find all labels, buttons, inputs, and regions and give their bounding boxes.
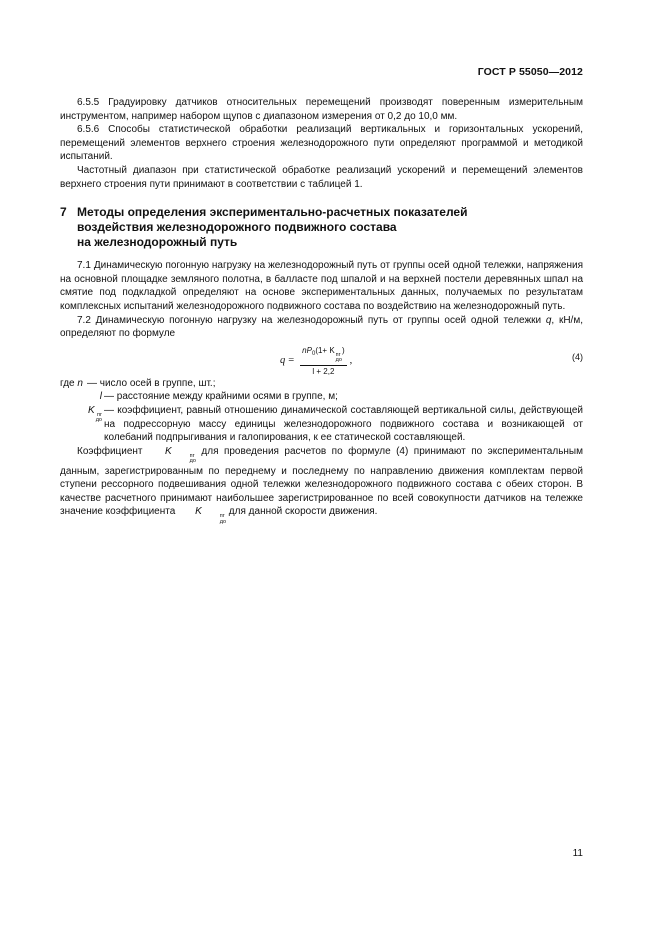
definition-n: где n — число осей в группе, шт.;	[60, 377, 216, 389]
paragraph-6-5-6: 6.5.6 Способы статистической обработки реализаций вертикальных и горизонтальных ускорений, перемещений элементов верхнего строения железнодорожного пути определяют программой и методикой испытаний.	[60, 124, 583, 163]
symbol-k-inline-2: K пг до	[195, 506, 227, 525]
paragraph-coefficient: Коэффициент K пг до для проведения расчетов по формуле (4) принимают по экспериментальным данным, зарегистрированным по переднему и последнему по направлению движения комплектам первой ступени рессорного подвешивания одной тележки железнодорожного подвижного состава с обеих сторон. В качестве расчетного принимают наибольшее зарегистрированное по всей совокупности датчиков на тележке значение коэффициента K пг до для данной скорости движения.	[60, 445, 583, 525]
section-title-line-2: воздействия железнодорожного подвижного состава	[77, 220, 397, 235]
section-number: 7	[60, 205, 67, 220]
formula-equals: =	[288, 354, 295, 366]
section-title-line-1: Методы определения экспериментально-расчетных показателей	[77, 205, 468, 220]
symbol-n: n	[77, 377, 83, 389]
formula-fraction	[300, 345, 346, 377]
paragraph-frequency-range: Частотный диапазон при статистической обработке реализаций ускорений и перемещений элементов верхнего строения пути принимают в соответствии с таблицей 1.	[60, 164, 583, 190]
definition-k: K пг до — коэффициент, равный отношению динамической составляющей вертикальной силы, действующей на подрессорную массу единицы железнодорожного подвижного состава и возникающей от колебаний подпрыгивания и галопирования, к ее статической составляющей.	[88, 404, 583, 444]
formula-4	[60, 345, 583, 376]
definition-l: l — расстояние между крайними осями в группе, м;	[99, 391, 338, 403]
page-number: 11	[572, 848, 583, 859]
symbol-l: l	[99, 391, 102, 403]
formula-number: (4)	[572, 351, 583, 362]
section-7-heading	[60, 205, 583, 250]
symbol-k-inline: K пг до	[164, 445, 196, 465]
formula-denominator: l + 2,2	[312, 366, 335, 376]
standard-header: ГОСТ Р 55050—2012	[477, 66, 583, 78]
paragraph-7-1: 7.1 Динамическую погонную нагрузку на железнодорожный путь от группы осей одной тележки, напряжения на основной площадке земляного полотна, в балласте под шпалой и на верхней постели деревянных шпал на смятие под подкладкой определяют на основе экспериментальных данных, получаемых по результатам комплексных испытаний железнодорожного подвижного состава по воздействию на железнодорожный путь.	[60, 260, 583, 312]
symbol-k: K пг до	[88, 404, 102, 424]
symbol-q: q	[545, 314, 552, 326]
formula-comma: ,	[349, 354, 353, 366]
formula-numerator: $nP_0(1+ K$ пг до )	[300, 345, 346, 366]
paragraph-6-5-5: 6.5.5 Градуировку датчиков относительных перемещений производят поверенным измерительным инструментом, например набором щупов с диапазоном измерения от 0,2 до 10,0 мм.	[60, 97, 583, 122]
formula-lhs: q	[280, 354, 286, 366]
page-content	[60, 96, 583, 525]
paragraph-7-2: 7.2 Динамическую погонную нагрузку на железнодорожный путь от группы осей одной тележки q, кН/м, определяют по формуле	[60, 314, 583, 340]
section-title-line-3: на железнодорожный путь	[77, 235, 238, 250]
